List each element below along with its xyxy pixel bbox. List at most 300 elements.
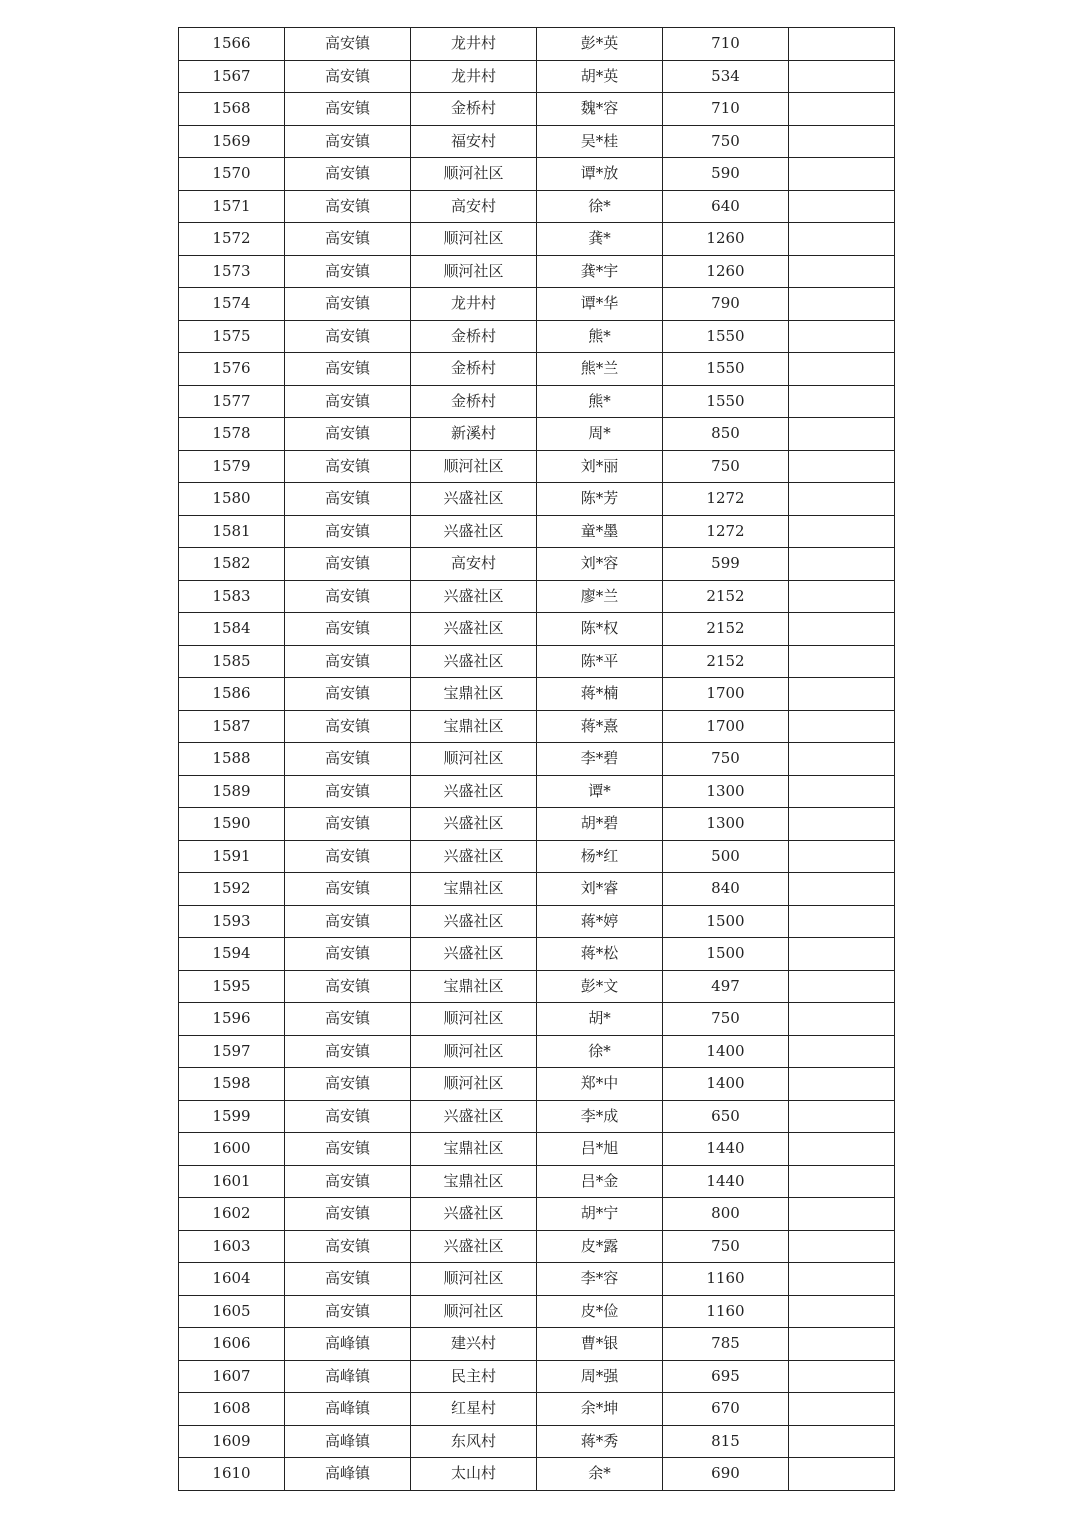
name-cell: 廖*兰 <box>537 580 663 613</box>
remark-cell <box>789 808 895 841</box>
table-row <box>179 1133 895 1166</box>
index-cell: 1598 <box>179 1068 285 1101</box>
name-cell: 李*容 <box>537 1263 663 1296</box>
town-cell: 高安镇 <box>285 190 411 223</box>
index-cell: 1597 <box>179 1035 285 1068</box>
remark-cell <box>789 613 895 646</box>
village-cell: 金桥村 <box>411 385 537 418</box>
town-cell: 高安镇 <box>285 938 411 971</box>
village-cell: 龙井村 <box>411 28 537 61</box>
village-cell: 顺河社区 <box>411 1068 537 1101</box>
amount-cell: 640 <box>663 190 789 223</box>
remark-cell <box>789 1263 895 1296</box>
remark-cell <box>789 743 895 776</box>
town-cell: 高安镇 <box>285 710 411 743</box>
remark-cell <box>789 223 895 256</box>
index-cell: 1601 <box>179 1165 285 1198</box>
name-cell: 余*坤 <box>537 1393 663 1426</box>
table-row <box>179 1068 895 1101</box>
remark-cell <box>789 1035 895 1068</box>
village-cell: 兴盛社区 <box>411 483 537 516</box>
remark-cell <box>789 93 895 126</box>
index-cell: 1593 <box>179 905 285 938</box>
town-cell: 高安镇 <box>285 1035 411 1068</box>
amount-cell: 790 <box>663 288 789 321</box>
town-cell: 高安镇 <box>285 613 411 646</box>
table-row <box>179 743 895 776</box>
town-cell: 高安镇 <box>285 580 411 613</box>
town-cell: 高安镇 <box>285 450 411 483</box>
name-cell: 刘*丽 <box>537 450 663 483</box>
village-cell: 顺河社区 <box>411 1263 537 1296</box>
name-cell: 蒋*婷 <box>537 905 663 938</box>
remark-cell <box>789 1295 895 1328</box>
village-cell: 兴盛社区 <box>411 1100 537 1133</box>
amount-cell: 1700 <box>663 678 789 711</box>
index-cell: 1573 <box>179 255 285 288</box>
index-cell: 1591 <box>179 840 285 873</box>
town-cell: 高安镇 <box>285 743 411 776</box>
name-cell: 蒋*熹 <box>537 710 663 743</box>
remark-cell <box>789 158 895 191</box>
table-row <box>179 613 895 646</box>
name-cell: 陈*平 <box>537 645 663 678</box>
town-cell: 高安镇 <box>285 645 411 678</box>
remark-cell <box>789 450 895 483</box>
index-cell: 1610 <box>179 1458 285 1491</box>
table-row <box>179 125 895 158</box>
index-cell: 1596 <box>179 1003 285 1036</box>
town-cell: 高安镇 <box>285 873 411 906</box>
remark-cell <box>789 1360 895 1393</box>
village-cell: 兴盛社区 <box>411 1198 537 1231</box>
village-cell: 顺河社区 <box>411 223 537 256</box>
remark-cell <box>789 710 895 743</box>
village-cell: 顺河社区 <box>411 1295 537 1328</box>
village-cell: 宝鼎社区 <box>411 873 537 906</box>
name-cell: 熊* <box>537 385 663 418</box>
village-cell: 顺河社区 <box>411 158 537 191</box>
name-cell: 李*碧 <box>537 743 663 776</box>
village-cell: 兴盛社区 <box>411 808 537 841</box>
name-cell: 彭*文 <box>537 970 663 1003</box>
amount-cell: 1400 <box>663 1035 789 1068</box>
village-cell: 东风村 <box>411 1425 537 1458</box>
table-row <box>179 873 895 906</box>
village-cell: 宝鼎社区 <box>411 1165 537 1198</box>
name-cell: 曹*银 <box>537 1328 663 1361</box>
index-cell: 1580 <box>179 483 285 516</box>
town-cell: 高安镇 <box>285 288 411 321</box>
name-cell: 徐* <box>537 1035 663 1068</box>
amount-cell: 695 <box>663 1360 789 1393</box>
table-row <box>179 905 895 938</box>
amount-cell: 815 <box>663 1425 789 1458</box>
index-cell: 1589 <box>179 775 285 808</box>
amount-cell: 1500 <box>663 938 789 971</box>
town-cell: 高安镇 <box>285 515 411 548</box>
remark-cell <box>789 1133 895 1166</box>
remark-cell <box>789 938 895 971</box>
amount-cell: 1160 <box>663 1263 789 1296</box>
name-cell: 谭*华 <box>537 288 663 321</box>
town-cell: 高安镇 <box>285 1165 411 1198</box>
index-cell: 1607 <box>179 1360 285 1393</box>
remark-cell <box>789 775 895 808</box>
index-cell: 1568 <box>179 93 285 126</box>
name-cell: 蒋*楠 <box>537 678 663 711</box>
remark-cell <box>789 970 895 1003</box>
town-cell: 高安镇 <box>285 158 411 191</box>
name-cell: 刘*睿 <box>537 873 663 906</box>
index-cell: 1586 <box>179 678 285 711</box>
remark-cell <box>789 418 895 451</box>
amount-cell: 1260 <box>663 223 789 256</box>
amount-cell: 1550 <box>663 320 789 353</box>
table-row <box>179 418 895 451</box>
index-cell: 1604 <box>179 1263 285 1296</box>
index-cell: 1606 <box>179 1328 285 1361</box>
table-row <box>179 255 895 288</box>
village-cell: 顺河社区 <box>411 1003 537 1036</box>
town-cell: 高安镇 <box>285 1295 411 1328</box>
index-cell: 1588 <box>179 743 285 776</box>
remark-cell <box>789 353 895 386</box>
remark-cell <box>789 645 895 678</box>
town-cell: 高峰镇 <box>285 1425 411 1458</box>
table-row <box>179 1165 895 1198</box>
village-cell: 顺河社区 <box>411 255 537 288</box>
remark-cell <box>789 1100 895 1133</box>
remark-cell <box>789 28 895 61</box>
index-cell: 1566 <box>179 28 285 61</box>
town-cell: 高安镇 <box>285 1263 411 1296</box>
amount-cell: 750 <box>663 1003 789 1036</box>
index-cell: 1579 <box>179 450 285 483</box>
table-row <box>179 1198 895 1231</box>
table-row <box>179 60 895 93</box>
name-cell: 胡*宁 <box>537 1198 663 1231</box>
index-cell: 1603 <box>179 1230 285 1263</box>
table-row <box>179 353 895 386</box>
table-row <box>179 1003 895 1036</box>
remark-cell <box>789 320 895 353</box>
remark-cell <box>789 1068 895 1101</box>
amount-cell: 710 <box>663 28 789 61</box>
index-cell: 1590 <box>179 808 285 841</box>
remark-cell <box>789 678 895 711</box>
table-row <box>179 483 895 516</box>
amount-cell: 750 <box>663 1230 789 1263</box>
town-cell: 高峰镇 <box>285 1393 411 1426</box>
village-cell: 高安村 <box>411 548 537 581</box>
table-row <box>179 1100 895 1133</box>
town-cell: 高安镇 <box>285 385 411 418</box>
index-cell: 1570 <box>179 158 285 191</box>
town-cell: 高安镇 <box>285 93 411 126</box>
table-row <box>179 1230 895 1263</box>
remark-cell <box>789 483 895 516</box>
table-row <box>179 1035 895 1068</box>
remark-cell <box>789 840 895 873</box>
amount-cell: 670 <box>663 1393 789 1426</box>
remark-cell <box>789 385 895 418</box>
village-cell: 金桥村 <box>411 93 537 126</box>
name-cell: 龚*宇 <box>537 255 663 288</box>
table-row <box>179 28 895 61</box>
index-cell: 1576 <box>179 353 285 386</box>
index-cell: 1581 <box>179 515 285 548</box>
town-cell: 高安镇 <box>285 1100 411 1133</box>
town-cell: 高安镇 <box>285 1068 411 1101</box>
table-row <box>179 970 895 1003</box>
name-cell: 杨*红 <box>537 840 663 873</box>
village-cell: 兴盛社区 <box>411 840 537 873</box>
index-cell: 1599 <box>179 1100 285 1133</box>
town-cell: 高安镇 <box>285 418 411 451</box>
amount-cell: 750 <box>663 450 789 483</box>
town-cell: 高安镇 <box>285 60 411 93</box>
name-cell: 谭*放 <box>537 158 663 191</box>
town-cell: 高安镇 <box>285 1133 411 1166</box>
village-cell: 福安村 <box>411 125 537 158</box>
index-cell: 1609 <box>179 1425 285 1458</box>
index-cell: 1592 <box>179 873 285 906</box>
name-cell: 谭* <box>537 775 663 808</box>
name-cell: 徐* <box>537 190 663 223</box>
table-row <box>179 223 895 256</box>
amount-cell: 1440 <box>663 1133 789 1166</box>
village-cell: 兴盛社区 <box>411 645 537 678</box>
remark-cell <box>789 1165 895 1198</box>
name-cell: 彭*英 <box>537 28 663 61</box>
town-cell: 高安镇 <box>285 548 411 581</box>
village-cell: 高安村 <box>411 190 537 223</box>
village-cell: 龙井村 <box>411 288 537 321</box>
amount-cell: 2152 <box>663 613 789 646</box>
amount-cell: 534 <box>663 60 789 93</box>
remark-cell <box>789 1425 895 1458</box>
village-cell: 金桥村 <box>411 353 537 386</box>
town-cell: 高安镇 <box>285 255 411 288</box>
name-cell: 郑*中 <box>537 1068 663 1101</box>
table-row <box>179 320 895 353</box>
table-row <box>179 808 895 841</box>
table-body <box>179 28 895 1491</box>
name-cell: 刘*容 <box>537 548 663 581</box>
amount-cell: 785 <box>663 1328 789 1361</box>
table-row <box>179 1458 895 1491</box>
table-row <box>179 840 895 873</box>
remark-cell <box>789 548 895 581</box>
table-row <box>179 385 895 418</box>
table-row <box>179 678 895 711</box>
town-cell: 高峰镇 <box>285 1360 411 1393</box>
remark-cell <box>789 125 895 158</box>
index-cell: 1608 <box>179 1393 285 1426</box>
record-table <box>178 27 895 1491</box>
village-cell: 红星村 <box>411 1393 537 1426</box>
table-row <box>179 938 895 971</box>
town-cell: 高安镇 <box>285 840 411 873</box>
remark-cell <box>789 1230 895 1263</box>
village-cell: 兴盛社区 <box>411 580 537 613</box>
amount-cell: 599 <box>663 548 789 581</box>
town-cell: 高安镇 <box>285 1003 411 1036</box>
name-cell: 吴*桂 <box>537 125 663 158</box>
index-cell: 1602 <box>179 1198 285 1231</box>
village-cell: 龙井村 <box>411 60 537 93</box>
town-cell: 高安镇 <box>285 970 411 1003</box>
index-cell: 1569 <box>179 125 285 158</box>
remark-cell <box>789 580 895 613</box>
town-cell: 高安镇 <box>285 1198 411 1231</box>
table-row <box>179 450 895 483</box>
village-cell: 兴盛社区 <box>411 938 537 971</box>
town-cell: 高安镇 <box>285 808 411 841</box>
village-cell: 新溪村 <box>411 418 537 451</box>
table-row <box>179 1360 895 1393</box>
town-cell: 高安镇 <box>285 905 411 938</box>
name-cell: 周*强 <box>537 1360 663 1393</box>
table-row <box>179 645 895 678</box>
table-row <box>179 93 895 126</box>
table-row <box>179 190 895 223</box>
index-cell: 1587 <box>179 710 285 743</box>
table-row <box>179 1328 895 1361</box>
name-cell: 周* <box>537 418 663 451</box>
name-cell: 蒋*秀 <box>537 1425 663 1458</box>
table-row <box>179 548 895 581</box>
remark-cell <box>789 1328 895 1361</box>
remark-cell <box>789 190 895 223</box>
town-cell: 高峰镇 <box>285 1328 411 1361</box>
table-row <box>179 580 895 613</box>
name-cell: 李*成 <box>537 1100 663 1133</box>
table-row <box>179 1393 895 1426</box>
amount-cell: 1400 <box>663 1068 789 1101</box>
village-cell: 宝鼎社区 <box>411 970 537 1003</box>
name-cell: 陈*权 <box>537 613 663 646</box>
town-cell: 高安镇 <box>285 1230 411 1263</box>
remark-cell <box>789 1393 895 1426</box>
amount-cell: 1272 <box>663 483 789 516</box>
index-cell: 1594 <box>179 938 285 971</box>
town-cell: 高安镇 <box>285 678 411 711</box>
amount-cell: 750 <box>663 125 789 158</box>
index-cell: 1583 <box>179 580 285 613</box>
town-cell: 高峰镇 <box>285 1458 411 1491</box>
village-cell: 太山村 <box>411 1458 537 1491</box>
index-cell: 1567 <box>179 60 285 93</box>
amount-cell: 850 <box>663 418 789 451</box>
village-cell: 兴盛社区 <box>411 515 537 548</box>
amount-cell: 1550 <box>663 385 789 418</box>
town-cell: 高安镇 <box>285 775 411 808</box>
index-cell: 1584 <box>179 613 285 646</box>
index-cell: 1577 <box>179 385 285 418</box>
amount-cell: 1440 <box>663 1165 789 1198</box>
index-cell: 1578 <box>179 418 285 451</box>
amount-cell: 710 <box>663 93 789 126</box>
name-cell: 魏*容 <box>537 93 663 126</box>
name-cell: 龚* <box>537 223 663 256</box>
index-cell: 1572 <box>179 223 285 256</box>
village-cell: 宝鼎社区 <box>411 678 537 711</box>
remark-cell <box>789 1003 895 1036</box>
name-cell: 胡* <box>537 1003 663 1036</box>
name-cell: 皮*露 <box>537 1230 663 1263</box>
amount-cell: 1160 <box>663 1295 789 1328</box>
name-cell: 皮*俭 <box>537 1295 663 1328</box>
index-cell: 1574 <box>179 288 285 321</box>
village-cell: 金桥村 <box>411 320 537 353</box>
index-cell: 1595 <box>179 970 285 1003</box>
name-cell: 童*墨 <box>537 515 663 548</box>
index-cell: 1605 <box>179 1295 285 1328</box>
name-cell: 陈*芳 <box>537 483 663 516</box>
town-cell: 高安镇 <box>285 223 411 256</box>
town-cell: 高安镇 <box>285 28 411 61</box>
amount-cell: 840 <box>663 873 789 906</box>
remark-cell <box>789 60 895 93</box>
index-cell: 1575 <box>179 320 285 353</box>
table-row <box>179 1295 895 1328</box>
village-cell: 宝鼎社区 <box>411 710 537 743</box>
amount-cell: 1300 <box>663 808 789 841</box>
amount-cell: 590 <box>663 158 789 191</box>
table-row <box>179 288 895 321</box>
village-cell: 兴盛社区 <box>411 1230 537 1263</box>
amount-cell: 1550 <box>663 353 789 386</box>
village-cell: 兴盛社区 <box>411 775 537 808</box>
village-cell: 兴盛社区 <box>411 613 537 646</box>
amount-cell: 1700 <box>663 710 789 743</box>
remark-cell <box>789 905 895 938</box>
name-cell: 熊*兰 <box>537 353 663 386</box>
name-cell: 吕*旭 <box>537 1133 663 1166</box>
table-row <box>179 710 895 743</box>
remark-cell <box>789 515 895 548</box>
village-cell: 民主村 <box>411 1360 537 1393</box>
town-cell: 高安镇 <box>285 353 411 386</box>
village-cell: 建兴村 <box>411 1328 537 1361</box>
amount-cell: 497 <box>663 970 789 1003</box>
amount-cell: 690 <box>663 1458 789 1491</box>
town-cell: 高安镇 <box>285 483 411 516</box>
name-cell: 熊* <box>537 320 663 353</box>
remark-cell <box>789 1198 895 1231</box>
amount-cell: 650 <box>663 1100 789 1133</box>
index-cell: 1582 <box>179 548 285 581</box>
amount-cell: 1272 <box>663 515 789 548</box>
table-row <box>179 158 895 191</box>
amount-cell: 800 <box>663 1198 789 1231</box>
name-cell: 吕*金 <box>537 1165 663 1198</box>
village-cell: 顺河社区 <box>411 743 537 776</box>
town-cell: 高安镇 <box>285 125 411 158</box>
remark-cell <box>789 873 895 906</box>
remark-cell <box>789 1458 895 1491</box>
table-row <box>179 775 895 808</box>
name-cell: 胡*碧 <box>537 808 663 841</box>
remark-cell <box>789 288 895 321</box>
table-row <box>179 515 895 548</box>
town-cell: 高安镇 <box>285 320 411 353</box>
index-cell: 1571 <box>179 190 285 223</box>
village-cell: 顺河社区 <box>411 1035 537 1068</box>
table-row <box>179 1263 895 1296</box>
